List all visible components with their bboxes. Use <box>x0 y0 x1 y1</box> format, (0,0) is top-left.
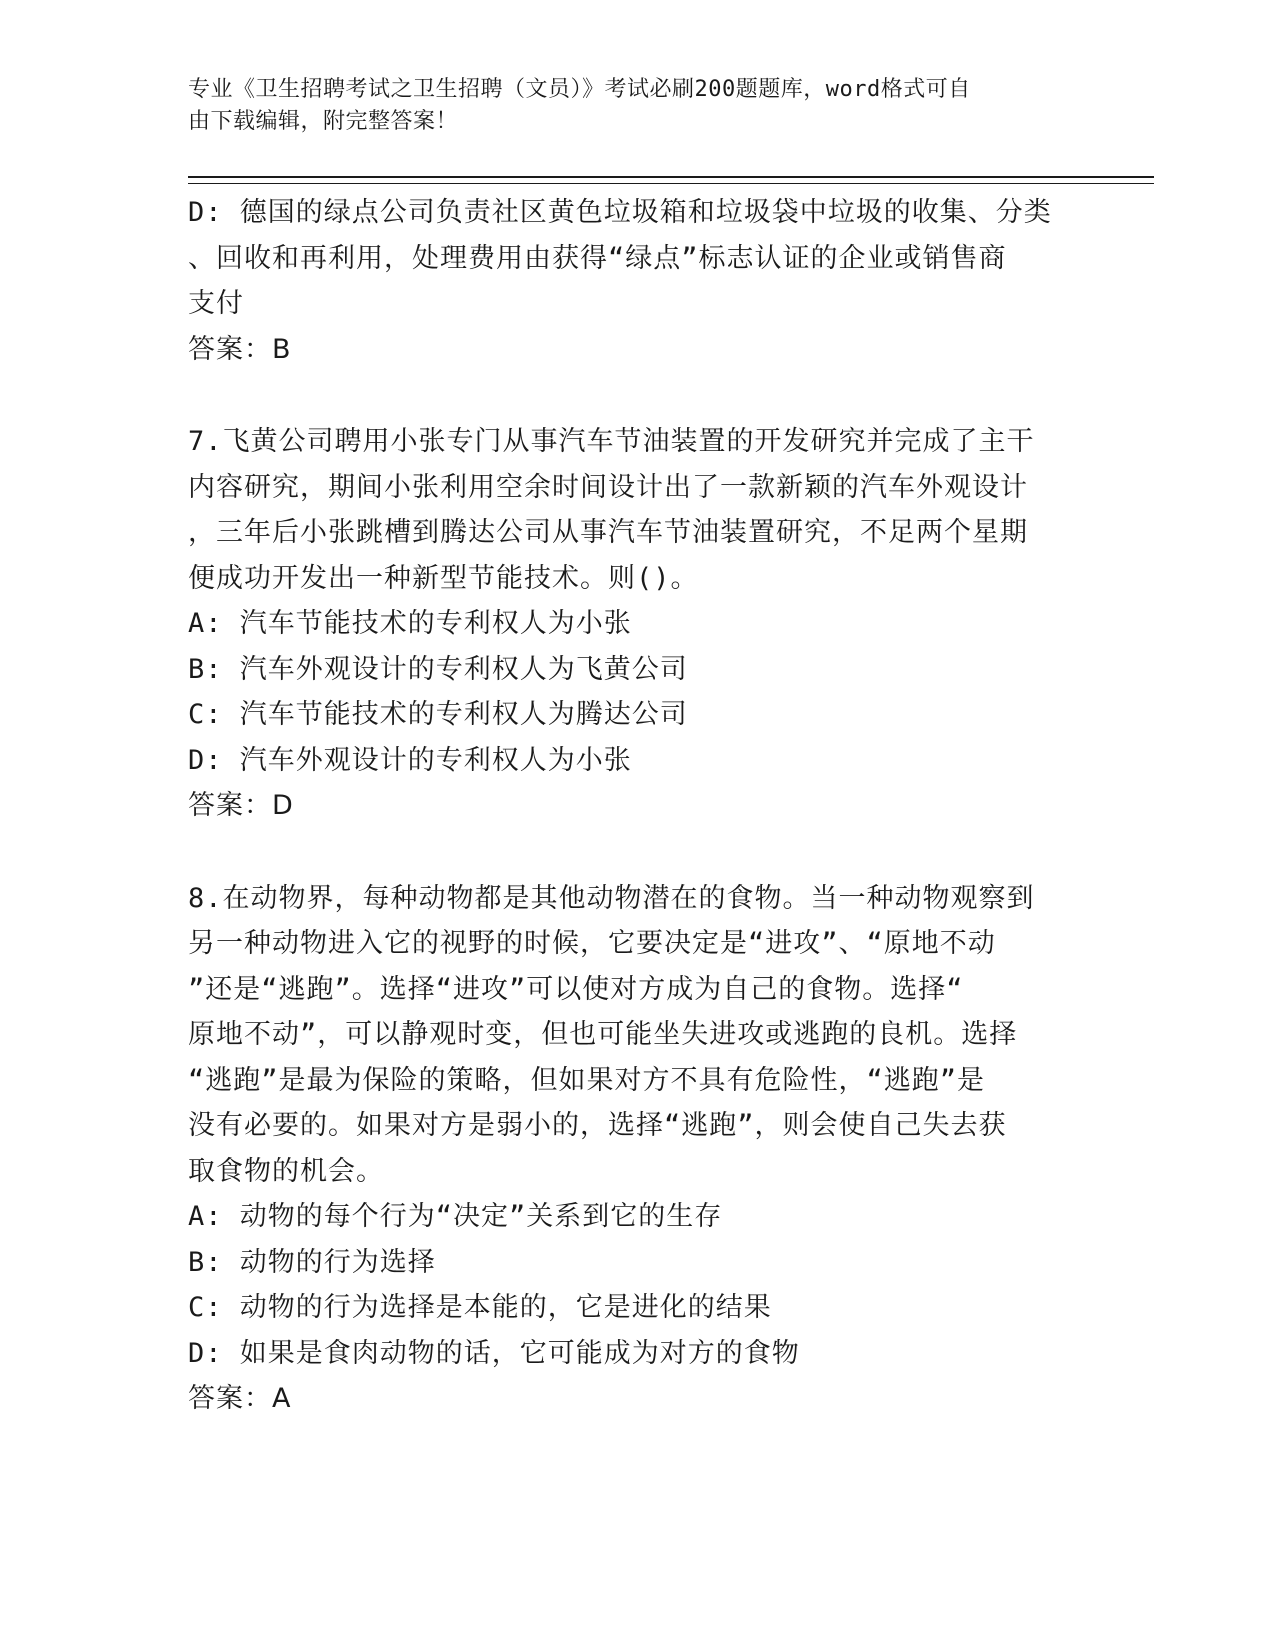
q8-stem-line-3: ”还是“逃跑”。选择“进攻”可以使对方成为自己的食物。选择“ <box>188 973 964 1005</box>
q8-stem-line-4: 原地不动”，可以静观时变，但也可能坐失进攻或逃跑的良机。选择 <box>188 1019 1018 1050</box>
q8-option-b: B: 动物的行为选择 <box>188 1246 436 1278</box>
q8-stem-line-2: 另一种动物进入它的视野的时候，它要决定是“进攻”、“原地不动 <box>188 928 996 959</box>
header-line-1: 专业《卫生招聘考试之卫生招聘（文员）》考试必刷200题题库，word格式可自 <box>188 77 971 102</box>
header-divider-thick <box>188 176 1154 178</box>
document-body <box>188 190 1088 1422</box>
question-6 <box>188 190 1088 372</box>
document-header <box>188 74 1088 138</box>
q7-stem-line-3: ，三年后小张跳槽到腾达公司从事汽车节油装置研究，不足两个星期 <box>188 517 1028 548</box>
q6-option-d-line-3: 支付 <box>188 288 244 319</box>
spacer <box>188 829 1088 876</box>
question-8 <box>188 876 1088 1422</box>
q7-stem-line-2: 内容研究，期间小张利用空余时间设计出了一款新颖的汽车外观设计 <box>188 471 1028 503</box>
spacer <box>188 372 1088 419</box>
q8-option-d: D: 如果是食肉动物的话，它可能成为对方的食物 <box>188 1337 800 1369</box>
q8-stem-line-6: 没有必要的。如果对方是弱小的，选择“逃跑”，则会使自己失去获 <box>188 1110 1007 1141</box>
q8-stem-line-5: “逃跑”是最为保险的策略，但如果对方不具有危险性，“逃跑”是 <box>188 1064 986 1096</box>
q6-option-d-line-2: 、回收和再利用，处理费用由获得“绿点”标志认证的企业或销售商 <box>188 242 1007 274</box>
question-7 <box>188 419 1088 829</box>
q7-option-a: A: 汽车节能技术的专利权人为小张 <box>188 608 632 639</box>
q8-answer: 答案：A <box>188 1383 292 1414</box>
q7-stem-line-1: 7.飞黄公司聘用小张专门从事汽车节油装置的开发研究并完成了主干 <box>188 426 1035 457</box>
q8-option-c: C: 动物的行为选择是本能的，它是进化的结果 <box>188 1292 772 1323</box>
q7-stem-line-4: 便成功开发出一种新型节能技术。则()。 <box>188 562 699 594</box>
q8-stem-line-1: 8.在动物界，每种动物都是其他动物潜在的食物。当一种动物观察到 <box>188 882 1035 914</box>
q6-answer: 答案：B <box>188 333 292 365</box>
header-line-2: 由下载编辑，附完整答案！ <box>188 109 459 134</box>
q7-option-c: C: 汽车节能技术的专利权人为腾达公司 <box>188 699 688 730</box>
q7-answer: 答案：D <box>188 790 294 821</box>
q8-stem-line-7: 取食物的机会。 <box>188 1155 384 1187</box>
header-divider-thin <box>188 183 1154 184</box>
q7-option-b: B: 汽车外观设计的专利权人为飞黄公司 <box>188 653 688 685</box>
q6-option-d-line-1: D: 德国的绿点公司负责社区黄色垃圾箱和垃圾袋中垃圾的收集、分类 <box>188 197 1052 228</box>
q8-option-a: A: 动物的每个行为“决定”关系到它的生存 <box>188 1201 723 1232</box>
q7-option-d: D: 汽车外观设计的专利权人为小张 <box>188 744 632 776</box>
